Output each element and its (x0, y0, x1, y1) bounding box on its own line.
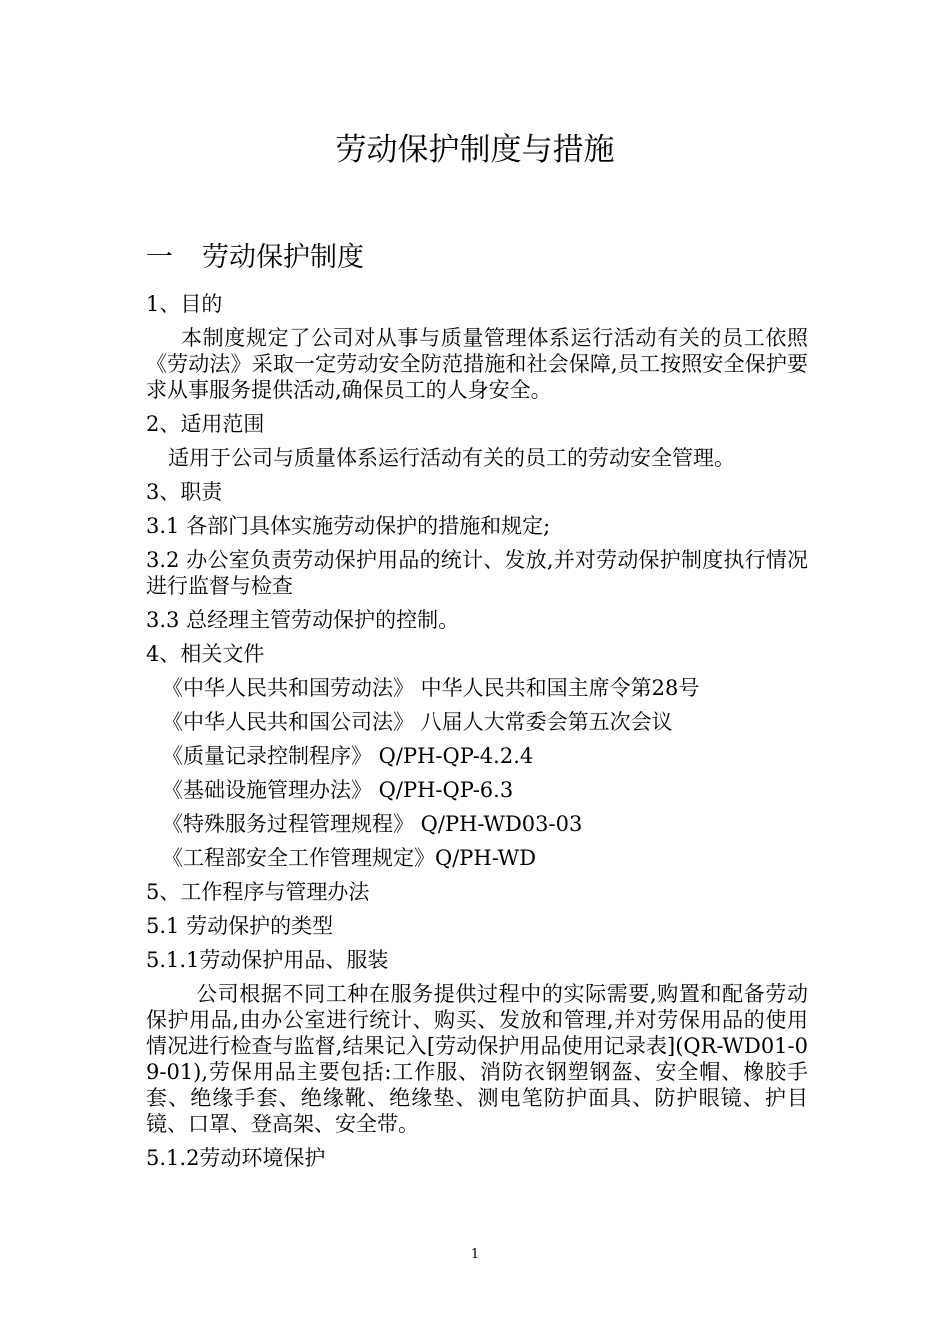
docs-item: 《质量记录控制程序》 Q/PH-QP-4.2.4 (162, 744, 534, 768)
section-number: 一 (146, 242, 173, 273)
section-heading (146, 238, 364, 278)
page-number: 1 (470, 1247, 480, 1262)
docs-item: 《特殊服务过程管理规程》 Q/PH-WD03-03 (162, 812, 583, 836)
docs-item: 《中华人民共和国公司法》 八届人大常委会第五次会议 (162, 710, 673, 734)
duty-item-3-2: 3.2 办公室负责劳动保护用品的统计、发放,并对劳动保护制度执行情况进行监督与检查 (146, 548, 808, 598)
scope-paragraph: 适用于公司与质量体系运行活动有关的员工的劳动安全管理。 (168, 446, 735, 470)
section-title: 劳动保护制度 (202, 242, 364, 273)
duty-item-3-3: 3.3 总经理主管劳动保护的控制。 (146, 608, 460, 632)
procedure-5-1-1: 5.1.1劳动保护用品、服装 (146, 948, 389, 972)
procedure-5-1-2: 5.1.2劳动环境保护 (146, 1146, 326, 1170)
procedure-heading: 5、工作程序与管理办法 (146, 880, 370, 904)
document-body (146, 287, 808, 1175)
procedure-5-1-1-paragraph: 公司根据不同工种在服务提供过程中的实际需要,购置和配备劳动保护用品,由办公室进行统计、购买、发放和管理,并对劳保用品的使用情况进行检查与监督,结果记入[劳动保护用品使用记录表](QR-WD01-09-01),劳保用品主要包括:工作服、消防衣钢塑钢盔、安全帽、橡胶手套、绝缘手套、绝缘靴、绝缘垫、测电笔防护面具、防护眼镜、护目镜、口罩、登高架、安全带。 (146, 982, 808, 1136)
duty-heading: 3、职责 (146, 480, 223, 504)
docs-item: 《基础设施管理办法》 Q/PH-QP-6.3 (162, 778, 514, 802)
duty-item-3-1: 3.1 各部门具体实施劳动保护的措施和规定; (146, 514, 551, 538)
purpose-paragraph: 本制度规定了公司对从事与质量管理体系运行活动有关的员工依照《劳动法》采取一定劳动安全防范措施和社会保障,员工按照安全保护要求从事服务提供活动,确保员工的人身安全。 (146, 326, 808, 402)
docs-item: 《中华人民共和国劳动法》 中华人民共和国主席令第28号 (162, 676, 700, 700)
docs-heading: 4、相关文件 (146, 642, 265, 666)
purpose-heading: 1、目的 (146, 292, 223, 316)
document-title: 劳动保护制度与措施 (335, 132, 615, 168)
docs-item: 《工程部安全工作管理规定》Q/PH-WD (162, 846, 537, 870)
scope-heading: 2、适用范围 (146, 412, 265, 436)
procedure-5-1: 5.1 劳动保护的类型 (146, 914, 334, 938)
